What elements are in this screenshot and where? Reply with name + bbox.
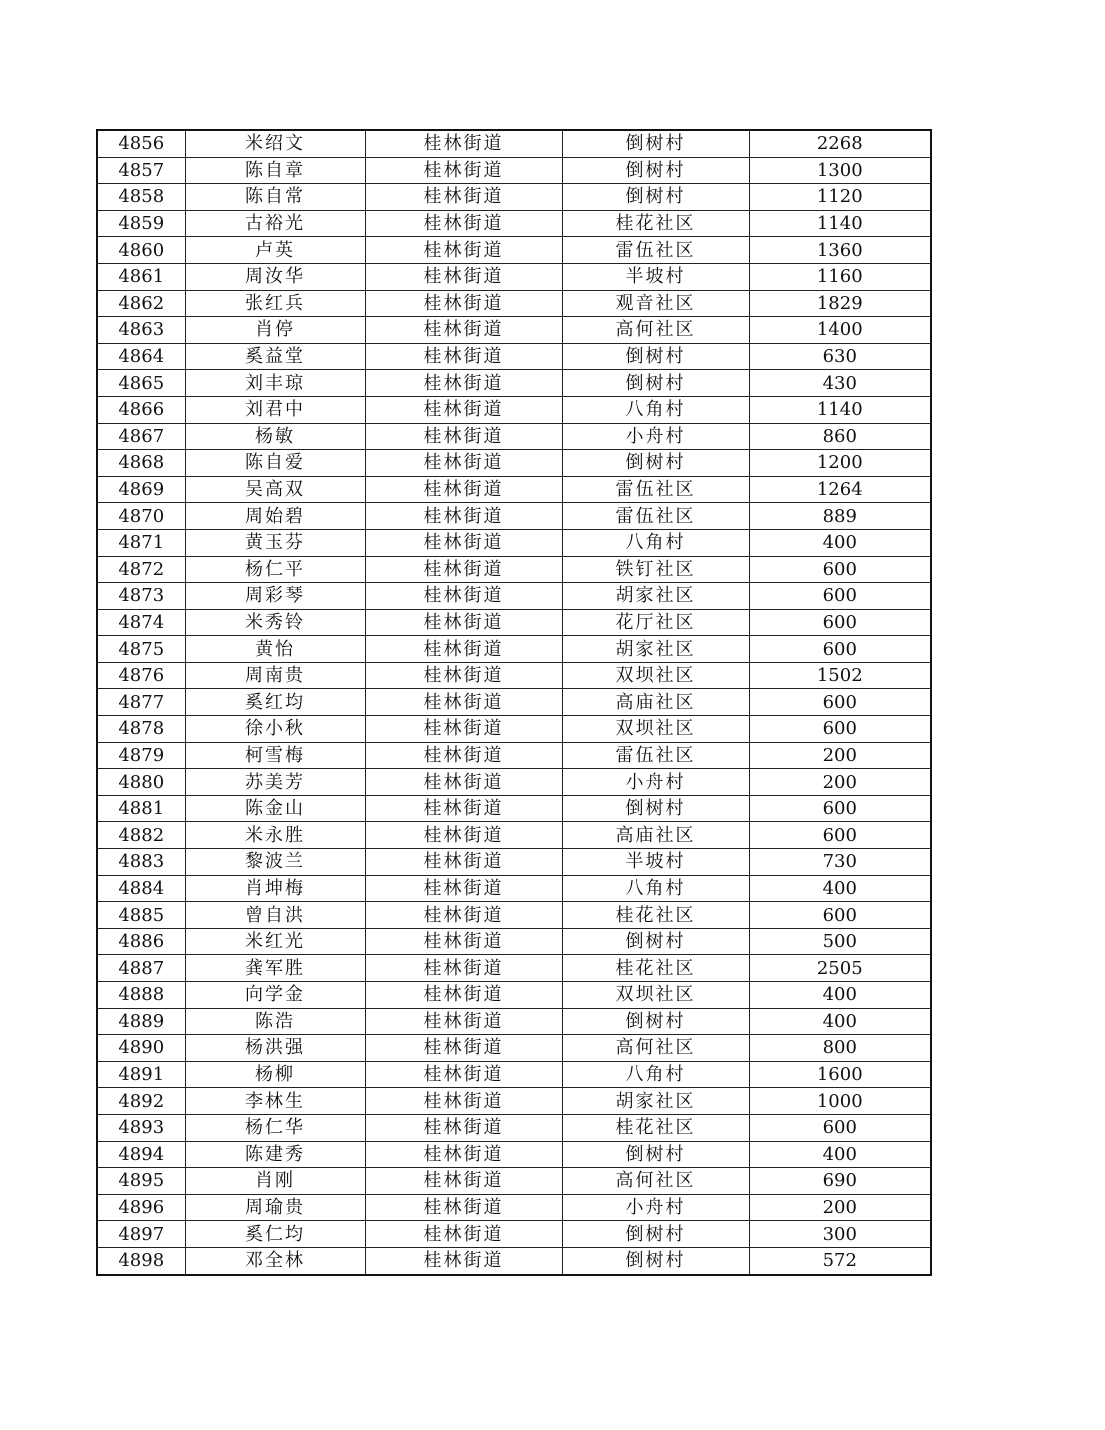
row-number-cell: 4883	[97, 849, 185, 876]
name-cell: 陈建秀	[185, 1141, 365, 1168]
amount-cell: 1400	[749, 317, 931, 344]
amount-cell: 600	[749, 556, 931, 583]
table-row	[97, 476, 931, 503]
table-row	[97, 1247, 931, 1274]
street-cell: 桂林街道	[365, 955, 562, 982]
street-cell: 桂林街道	[365, 396, 562, 423]
row-number-cell: 4888	[97, 982, 185, 1009]
amount-cell: 400	[749, 529, 931, 556]
street-cell: 桂林街道	[365, 875, 562, 902]
amount-cell: 600	[749, 1114, 931, 1141]
table-row	[97, 210, 931, 237]
row-number-cell: 4865	[97, 370, 185, 397]
row-number-cell: 4880	[97, 769, 185, 796]
name-cell: 杨敏	[185, 423, 365, 450]
amount-cell: 200	[749, 769, 931, 796]
community-cell: 八角村	[562, 875, 749, 902]
table-row	[97, 1194, 931, 1221]
amount-cell: 630	[749, 343, 931, 370]
row-number-cell: 4875	[97, 636, 185, 663]
street-cell: 桂林街道	[365, 210, 562, 237]
community-cell: 八角村	[562, 529, 749, 556]
table-row	[97, 716, 931, 743]
street-cell: 桂林街道	[365, 769, 562, 796]
table-row	[97, 769, 931, 796]
street-cell: 桂林街道	[365, 1061, 562, 1088]
table-row	[97, 902, 931, 929]
row-number-cell: 4894	[97, 1141, 185, 1168]
amount-cell: 600	[749, 716, 931, 743]
table-row	[97, 157, 931, 184]
street-cell: 桂林街道	[365, 689, 562, 716]
street-cell: 桂林街道	[365, 636, 562, 663]
name-cell: 周南贵	[185, 662, 365, 689]
community-cell: 小舟村	[562, 769, 749, 796]
community-cell: 胡家社区	[562, 1088, 749, 1115]
table-row	[97, 636, 931, 663]
community-cell: 铁钉社区	[562, 556, 749, 583]
amount-cell: 800	[749, 1035, 931, 1062]
table-row	[97, 1221, 931, 1248]
amount-cell: 1000	[749, 1088, 931, 1115]
name-cell: 张红兵	[185, 290, 365, 317]
table-row	[97, 822, 931, 849]
row-number-cell: 4876	[97, 662, 185, 689]
community-cell: 倒树村	[562, 795, 749, 822]
table-row	[97, 1168, 931, 1195]
amount-cell: 400	[749, 1008, 931, 1035]
table-row	[97, 689, 931, 716]
table-row	[97, 1141, 931, 1168]
row-number-cell: 4872	[97, 556, 185, 583]
street-cell: 桂林街道	[365, 1221, 562, 1248]
row-number-cell: 4869	[97, 476, 185, 503]
table-row	[97, 556, 931, 583]
community-cell: 倒树村	[562, 928, 749, 955]
table-row	[97, 423, 931, 450]
street-cell: 桂林街道	[365, 290, 562, 317]
street-cell: 桂林街道	[365, 1194, 562, 1221]
row-number-cell: 4882	[97, 822, 185, 849]
row-number-cell: 4859	[97, 210, 185, 237]
table-row	[97, 317, 931, 344]
amount-cell: 400	[749, 875, 931, 902]
amount-cell: 1600	[749, 1061, 931, 1088]
table-row	[97, 370, 931, 397]
name-cell: 陈自常	[185, 184, 365, 211]
community-cell: 高何社区	[562, 1168, 749, 1195]
community-cell: 雷伍社区	[562, 503, 749, 530]
amount-cell: 600	[749, 795, 931, 822]
street-cell: 桂林街道	[365, 157, 562, 184]
name-cell: 陈金山	[185, 795, 365, 822]
community-cell: 半坡村	[562, 263, 749, 290]
name-cell: 陈自章	[185, 157, 365, 184]
table-row	[97, 396, 931, 423]
community-cell: 雷伍社区	[562, 742, 749, 769]
name-cell: 米红光	[185, 928, 365, 955]
table-row	[97, 1114, 931, 1141]
name-cell: 周汝华	[185, 263, 365, 290]
amount-cell: 1120	[749, 184, 931, 211]
street-cell: 桂林街道	[365, 1168, 562, 1195]
row-number-cell: 4877	[97, 689, 185, 716]
name-cell: 周始碧	[185, 503, 365, 530]
amount-cell: 400	[749, 982, 931, 1009]
community-cell: 小舟村	[562, 1194, 749, 1221]
community-cell: 倒树村	[562, 370, 749, 397]
row-number-cell: 4866	[97, 396, 185, 423]
name-cell: 杨仁平	[185, 556, 365, 583]
table-row	[97, 343, 931, 370]
community-cell: 高庙社区	[562, 689, 749, 716]
row-number-cell: 4886	[97, 928, 185, 955]
row-number-cell: 4861	[97, 263, 185, 290]
name-cell: 杨仁华	[185, 1114, 365, 1141]
community-cell: 倒树村	[562, 130, 749, 157]
name-cell: 奚仁均	[185, 1221, 365, 1248]
table-row	[97, 529, 931, 556]
amount-cell: 572	[749, 1247, 931, 1274]
community-cell: 桂花社区	[562, 902, 749, 929]
row-number-cell: 4878	[97, 716, 185, 743]
name-cell: 奚红均	[185, 689, 365, 716]
row-number-cell: 4860	[97, 237, 185, 264]
community-cell: 高庙社区	[562, 822, 749, 849]
amount-cell: 2505	[749, 955, 931, 982]
amount-cell: 1200	[749, 450, 931, 477]
amount-cell: 730	[749, 849, 931, 876]
amount-cell: 690	[749, 1168, 931, 1195]
street-cell: 桂林街道	[365, 583, 562, 610]
amount-cell: 600	[749, 822, 931, 849]
name-cell: 邓全林	[185, 1247, 365, 1274]
name-cell: 米绍文	[185, 130, 365, 157]
community-cell: 高何社区	[562, 317, 749, 344]
street-cell: 桂林街道	[365, 716, 562, 743]
name-cell: 黄怡	[185, 636, 365, 663]
row-number-cell: 4893	[97, 1114, 185, 1141]
community-cell: 倒树村	[562, 1141, 749, 1168]
name-cell: 陈浩	[185, 1008, 365, 1035]
community-cell: 桂花社区	[562, 1114, 749, 1141]
amount-cell: 1264	[749, 476, 931, 503]
street-cell: 桂林街道	[365, 742, 562, 769]
amount-cell: 1300	[749, 157, 931, 184]
amount-cell: 1140	[749, 210, 931, 237]
table-row	[97, 609, 931, 636]
row-number-cell: 4879	[97, 742, 185, 769]
community-cell: 倒树村	[562, 157, 749, 184]
table-row	[97, 583, 931, 610]
street-cell: 桂林街道	[365, 822, 562, 849]
amount-cell: 300	[749, 1221, 931, 1248]
row-number-cell: 4857	[97, 157, 185, 184]
amount-cell: 1140	[749, 396, 931, 423]
data-table	[96, 129, 932, 1276]
street-cell: 桂林街道	[365, 902, 562, 929]
row-number-cell: 4895	[97, 1168, 185, 1195]
amount-cell: 860	[749, 423, 931, 450]
row-number-cell: 4863	[97, 317, 185, 344]
community-cell: 桂花社区	[562, 210, 749, 237]
row-number-cell: 4889	[97, 1008, 185, 1035]
street-cell: 桂林街道	[365, 928, 562, 955]
amount-cell: 430	[749, 370, 931, 397]
name-cell: 黄玉芬	[185, 529, 365, 556]
row-number-cell: 4868	[97, 450, 185, 477]
community-cell: 倒树村	[562, 343, 749, 370]
community-cell: 双坝社区	[562, 716, 749, 743]
table-row	[97, 795, 931, 822]
community-cell: 雷伍社区	[562, 476, 749, 503]
street-cell: 桂林街道	[365, 476, 562, 503]
street-cell: 桂林街道	[365, 849, 562, 876]
name-cell: 苏美芳	[185, 769, 365, 796]
row-number-cell: 4856	[97, 130, 185, 157]
row-number-cell: 4871	[97, 529, 185, 556]
table-row	[97, 982, 931, 1009]
community-cell: 倒树村	[562, 184, 749, 211]
community-cell: 倒树村	[562, 1008, 749, 1035]
street-cell: 桂林街道	[365, 1141, 562, 1168]
street-cell: 桂林街道	[365, 184, 562, 211]
community-cell: 双坝社区	[562, 662, 749, 689]
table-row	[97, 955, 931, 982]
amount-cell: 500	[749, 928, 931, 955]
amount-cell: 600	[749, 689, 931, 716]
street-cell: 桂林街道	[365, 1088, 562, 1115]
name-cell: 龚军胜	[185, 955, 365, 982]
row-number-cell: 4890	[97, 1035, 185, 1062]
community-cell: 倒树村	[562, 450, 749, 477]
street-cell: 桂林街道	[365, 450, 562, 477]
street-cell: 桂林街道	[365, 556, 562, 583]
community-cell: 倒树村	[562, 1247, 749, 1274]
amount-cell: 600	[749, 902, 931, 929]
table-row	[97, 184, 931, 211]
amount-cell: 400	[749, 1141, 931, 1168]
row-number-cell: 4892	[97, 1088, 185, 1115]
table-row	[97, 1008, 931, 1035]
table-row	[97, 503, 931, 530]
street-cell: 桂林街道	[365, 130, 562, 157]
row-number-cell: 4862	[97, 290, 185, 317]
name-cell: 刘丰琼	[185, 370, 365, 397]
street-cell: 桂林街道	[365, 1035, 562, 1062]
amount-cell: 1502	[749, 662, 931, 689]
table-body	[97, 130, 931, 1275]
community-cell: 观音社区	[562, 290, 749, 317]
community-cell: 胡家社区	[562, 636, 749, 663]
street-cell: 桂林街道	[365, 982, 562, 1009]
table-row	[97, 263, 931, 290]
row-number-cell: 4867	[97, 423, 185, 450]
table-row	[97, 237, 931, 264]
name-cell: 奚益堂	[185, 343, 365, 370]
row-number-cell: 4874	[97, 609, 185, 636]
table-row	[97, 1035, 931, 1062]
table-row	[97, 290, 931, 317]
table-row	[97, 1088, 931, 1115]
community-cell: 高何社区	[562, 1035, 749, 1062]
community-cell: 花厅社区	[562, 609, 749, 636]
name-cell: 黎波兰	[185, 849, 365, 876]
row-number-cell: 4864	[97, 343, 185, 370]
name-cell: 肖刚	[185, 1168, 365, 1195]
community-cell: 双坝社区	[562, 982, 749, 1009]
name-cell: 古裕光	[185, 210, 365, 237]
name-cell: 刘君中	[185, 396, 365, 423]
document-page	[96, 129, 932, 1276]
street-cell: 桂林街道	[365, 662, 562, 689]
table-row	[97, 450, 931, 477]
street-cell: 桂林街道	[365, 529, 562, 556]
table-row	[97, 742, 931, 769]
community-cell: 雷伍社区	[562, 237, 749, 264]
street-cell: 桂林街道	[365, 503, 562, 530]
row-number-cell: 4887	[97, 955, 185, 982]
amount-cell: 200	[749, 742, 931, 769]
table-row	[97, 1061, 931, 1088]
community-cell: 桂花社区	[562, 955, 749, 982]
amount-cell: 1360	[749, 237, 931, 264]
row-number-cell: 4858	[97, 184, 185, 211]
name-cell: 陈自爱	[185, 450, 365, 477]
name-cell: 向学金	[185, 982, 365, 1009]
street-cell: 桂林街道	[365, 263, 562, 290]
name-cell: 吴高双	[185, 476, 365, 503]
row-number-cell: 4891	[97, 1061, 185, 1088]
street-cell: 桂林街道	[365, 1247, 562, 1274]
name-cell: 周瑜贵	[185, 1194, 365, 1221]
name-cell: 米秀铃	[185, 609, 365, 636]
row-number-cell: 4885	[97, 902, 185, 929]
community-cell: 八角村	[562, 396, 749, 423]
street-cell: 桂林街道	[365, 370, 562, 397]
street-cell: 桂林街道	[365, 1114, 562, 1141]
community-cell: 八角村	[562, 1061, 749, 1088]
row-number-cell: 4881	[97, 795, 185, 822]
name-cell: 周彩琴	[185, 583, 365, 610]
street-cell: 桂林街道	[365, 423, 562, 450]
name-cell: 卢英	[185, 237, 365, 264]
amount-cell: 600	[749, 609, 931, 636]
amount-cell: 2268	[749, 130, 931, 157]
amount-cell: 200	[749, 1194, 931, 1221]
name-cell: 曾自洪	[185, 902, 365, 929]
community-cell: 小舟村	[562, 423, 749, 450]
street-cell: 桂林街道	[365, 1008, 562, 1035]
row-number-cell: 4873	[97, 583, 185, 610]
name-cell: 米永胜	[185, 822, 365, 849]
name-cell: 肖坤梅	[185, 875, 365, 902]
name-cell: 肖停	[185, 317, 365, 344]
amount-cell: 600	[749, 583, 931, 610]
row-number-cell: 4897	[97, 1221, 185, 1248]
street-cell: 桂林街道	[365, 237, 562, 264]
street-cell: 桂林街道	[365, 317, 562, 344]
amount-cell: 1160	[749, 263, 931, 290]
amount-cell: 1829	[749, 290, 931, 317]
name-cell: 杨柳	[185, 1061, 365, 1088]
community-cell: 倒树村	[562, 1221, 749, 1248]
amount-cell: 889	[749, 503, 931, 530]
table-row	[97, 849, 931, 876]
street-cell: 桂林街道	[365, 795, 562, 822]
street-cell: 桂林街道	[365, 609, 562, 636]
table-row	[97, 928, 931, 955]
row-number-cell: 4870	[97, 503, 185, 530]
row-number-cell: 4898	[97, 1247, 185, 1274]
amount-cell: 600	[749, 636, 931, 663]
street-cell: 桂林街道	[365, 343, 562, 370]
name-cell: 李林生	[185, 1088, 365, 1115]
table-row	[97, 662, 931, 689]
table-row	[97, 875, 931, 902]
community-cell: 半坡村	[562, 849, 749, 876]
name-cell: 杨洪强	[185, 1035, 365, 1062]
row-number-cell: 4896	[97, 1194, 185, 1221]
community-cell: 胡家社区	[562, 583, 749, 610]
table-row	[97, 130, 931, 157]
row-number-cell: 4884	[97, 875, 185, 902]
name-cell: 徐小秋	[185, 716, 365, 743]
name-cell: 柯雪梅	[185, 742, 365, 769]
